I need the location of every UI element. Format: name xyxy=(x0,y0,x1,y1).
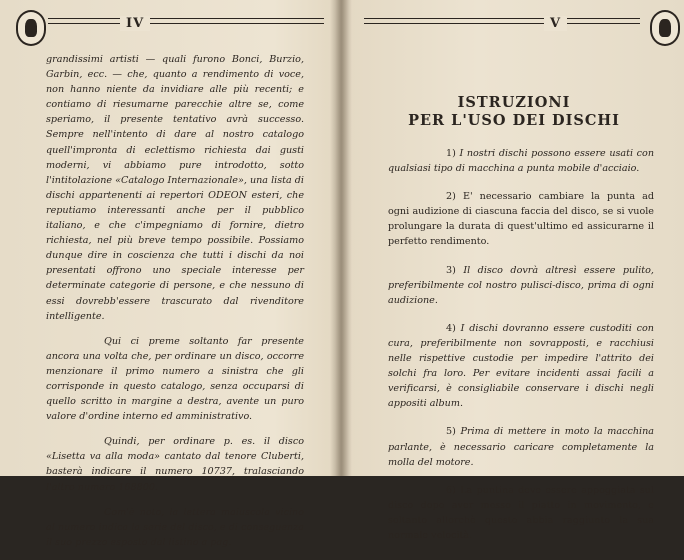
item-number: 3) xyxy=(446,264,456,276)
section-title: ISTRUZIONI xyxy=(457,94,571,111)
instruction-item xyxy=(388,189,654,249)
instruction-item xyxy=(388,321,654,412)
item-text: I dischi dovranno essere custoditi con cura, preferibilmente non sovrapposti, e racchiusi nelle rispettive custodie per impedire l'attrito dei solchi fra loro. Per evitare incidenti assai facili a verificarsi, è consigliabile conservare i dischi negli appositi album. xyxy=(388,322,654,410)
instructions-list xyxy=(388,146,654,556)
instruction-item xyxy=(388,146,654,176)
item-number: 5) xyxy=(446,426,456,438)
instruction-item xyxy=(388,483,654,543)
instruction-item xyxy=(388,424,654,469)
emblem-icon xyxy=(650,10,680,46)
item-number: 2) xyxy=(446,191,456,203)
left-page-text xyxy=(46,52,304,560)
page-number: IV xyxy=(120,16,150,31)
item-number: 4) xyxy=(446,322,456,334)
item-text: I nostri dischi possono essere usati con qualsiasi tipo di macchina a punta mobile d'acciaio. xyxy=(388,148,654,175)
item-number: 1) xyxy=(446,148,456,159)
item-text: E' necessario cambiare la punta ad ogni audizione di ciascuna faccia del disco, se si vuole prolungare la durata di quest'ultimo ed assicurarne il perfetto rendimento. xyxy=(388,191,654,248)
item-text: Prima di mettere in moto la macchina parlante, è necessario caricare completamente la molla del motore. xyxy=(388,426,654,468)
left-page xyxy=(0,0,340,548)
header-rules xyxy=(48,18,324,28)
emblem-icon xyxy=(16,10,46,46)
header-rules xyxy=(364,18,640,28)
section-subtitle: PER L'USO DEI DISCHI xyxy=(408,112,620,129)
right-page xyxy=(344,0,684,541)
item-text: Il disco dovrà altresì essere pulito, preferibilmente col nostro pulisci-disco, prima di ogni audizione. xyxy=(388,264,654,306)
item-number: 6) xyxy=(446,484,456,496)
paragraph: Quindi, per ordinare p. es. il disco «Lisetta va alla moda» cantato dal tenore Cluberti, basterà indicare il numero 10737, tralasciando l'altro numero 168800. xyxy=(46,436,304,493)
paragraph: Com'è noto, la lettera maiuscola vicino al numero indica la serie del disco, e di conseguenza il suo prezzo esposto dal listino a pag. xyxy=(46,506,304,548)
page-number: V xyxy=(544,16,567,31)
paragraph: Qui ci preme soltanto far presente ancora una volta che, per ordinare un disco, occorre menzionare il primo numero a sinistra che gli corrisponde in questo catalogo, senza occuparsi di quello scritto in margine a destra, avente un puro valore d'ordine interno ed amministrativo. xyxy=(46,335,304,423)
item-text: La puntina deve essere appoggiata sul disco dopo aver messo il piatto in movimento, e soltanto allorchè questo abbia raggiunto la sua normale velocità. xyxy=(388,484,654,541)
instruction-item xyxy=(388,263,654,308)
paragraph: grandissimi artisti — quali furono Bonci, Burzio, Garbin, ecc. — che, quanto a rendimento di voce, non hanno niente da invidiare alle più recenti; e contiamo di riesumarne parecchie altre se, come speriamo, il presente tentativo avrà successo. Sempre nell'intento di dare al nostro catalogo quell'impronta di eclettismo richiesta dai gusti moderni, vi abbiamo pure introdotto, sotto l'intitolazione «Catalogo Internazionale», una lista di dischi appartenenti ai repertori ODEON esteri, che reputiamo interessanti anche per il pubblico italiano, e che c'impegniamo di fornire, dietro richiesta, nel più breve tempo possibile. Possiamo dunque dire in coscienza che tutti i dischi da noi presentati offrono uno speciale interesse per determinate categorie di persone, e che nessuno di essi dovrebb'essere trascurato dal rivenditore intelligente. xyxy=(46,54,304,322)
